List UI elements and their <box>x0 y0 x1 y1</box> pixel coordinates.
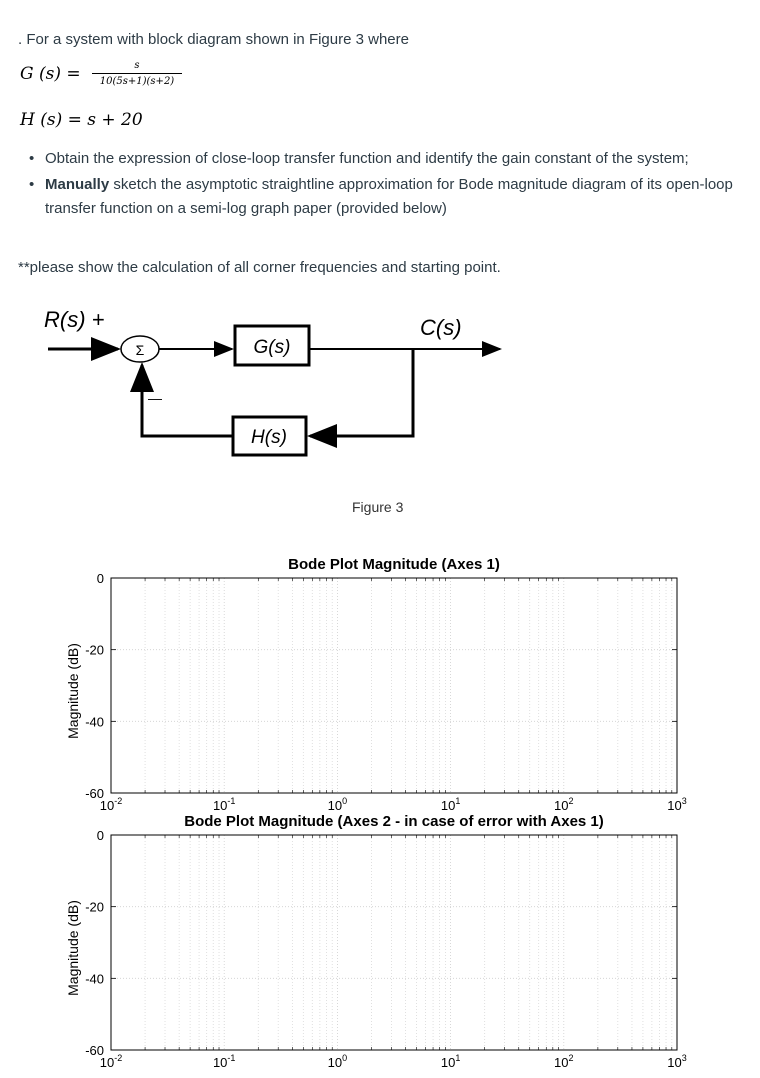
x-tick-label: $10^{-1}$ <box>212 1053 236 1070</box>
output-label: C(s) <box>420 315 462 340</box>
plot-title: Bode Plot Magnitude (Axes 2 - in case of error with Axes 1) <box>184 813 604 830</box>
y-tick-label: -20 <box>85 899 104 915</box>
bullet-text: Obtain the expression of close-loop transfer function and identify the gain constant of the system; <box>45 150 689 167</box>
g-block-label: G(s) <box>253 337 291 358</box>
block-diagram <box>0 295 760 495</box>
g-denominator: 10(5s+1)(s+2) <box>99 76 175 87</box>
y-tick-label: 0 <box>96 828 104 843</box>
bode-plot-2 <box>0 805 760 1070</box>
y-tick-label: -60 <box>85 1043 104 1058</box>
x-tick-label: $10^1$ <box>440 796 461 813</box>
plot-title: Bode Plot Magnitude (Axes 1) <box>288 556 500 573</box>
list-item <box>28 173 738 221</box>
fraction-bar <box>92 73 182 74</box>
y-tick-label: -60 <box>85 786 104 801</box>
figure-caption: Figure 3 <box>352 499 404 515</box>
y-tick-label: -40 <box>85 971 104 987</box>
x-tick-label: $10^0$ <box>327 1053 348 1070</box>
x-tick-label: $10^{-2}$ <box>99 796 123 813</box>
g-equation-lhs: G (s) = <box>20 64 81 84</box>
plot-area <box>85 571 687 813</box>
x-tick-label: $10^3$ <box>667 796 687 813</box>
y-axis-label: Magnitude (dB) <box>65 643 81 739</box>
y-tick-label: -20 <box>85 642 104 658</box>
x-tick-label: $10^3$ <box>667 1053 687 1070</box>
h-block-label: H(s) <box>251 427 287 448</box>
bode-plot-1 <box>0 548 760 813</box>
feedback-sign: — <box>148 390 162 406</box>
x-tick-label: $10^{-2}$ <box>99 1053 123 1070</box>
y-tick-label: -40 <box>85 714 104 730</box>
g-fraction <box>92 60 182 88</box>
intro-text: . For a system with block diagram shown in Figure 3 where <box>18 31 409 48</box>
g-numerator: s <box>134 60 140 71</box>
x-tick-label: $10^2$ <box>554 1053 574 1070</box>
input-label: R(s) + <box>44 307 105 332</box>
x-tick-label: $10^{-1}$ <box>212 796 236 813</box>
list-item <box>28 147 738 171</box>
note-text: **please show the calculation of all corner frequencies and starting point. <box>18 259 501 276</box>
x-tick-label: $10^2$ <box>554 796 574 813</box>
feedback-path-right <box>310 349 413 436</box>
x-tick-label: $10^0$ <box>327 796 348 813</box>
y-tick-label: 0 <box>96 571 104 586</box>
bullet-text: sketch the asymptotic straightline approximation for Bode magnitude diagram of its open-loop transfer function on a semi-log graph paper (provided below) <box>45 176 733 217</box>
x-tick-label: $10^1$ <box>440 1053 461 1070</box>
sum-symbol: Σ <box>135 342 145 358</box>
plot-background <box>111 578 677 793</box>
task-list <box>28 147 738 221</box>
plot-background <box>111 835 677 1050</box>
plot-area <box>85 828 687 1070</box>
bullet-icon: • <box>29 150 35 167</box>
bullet-icon: • <box>29 176 35 193</box>
y-axis-label: Magnitude (dB) <box>65 900 81 996</box>
bullet-bold: Manually <box>45 176 110 193</box>
h-equation: H (s) = s + 20 <box>20 110 143 130</box>
